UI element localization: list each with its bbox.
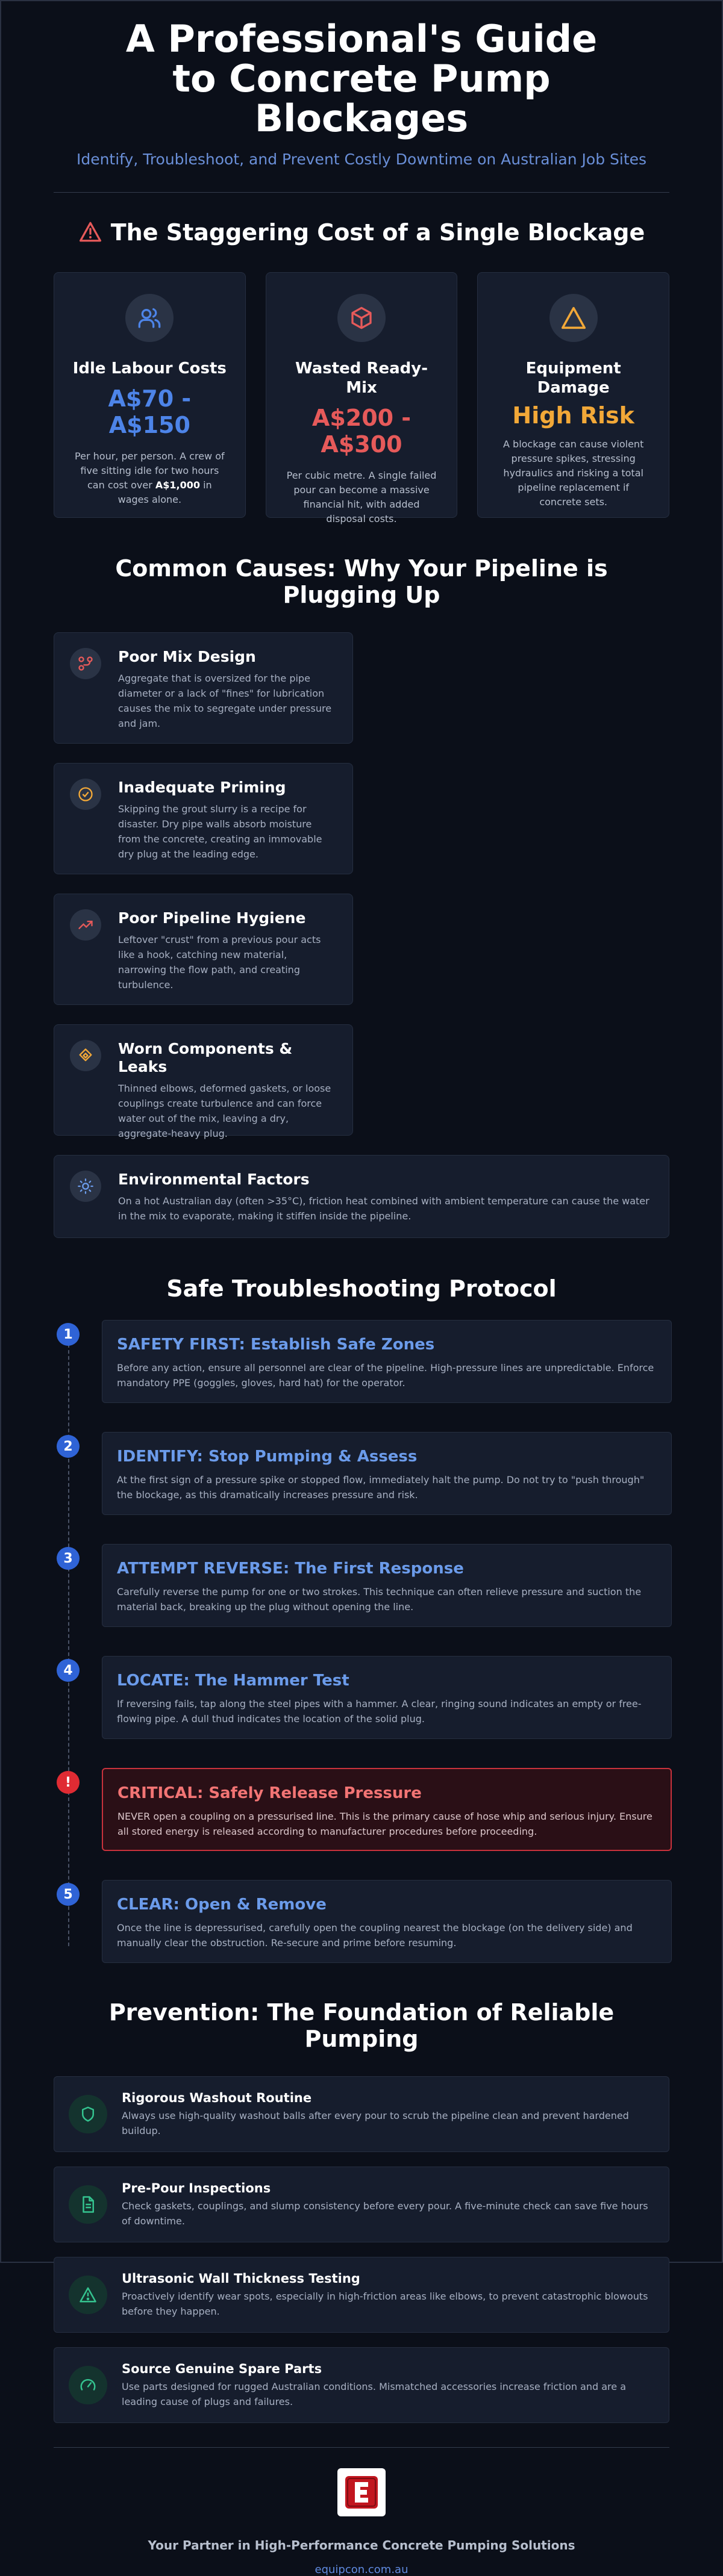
protocol-step [54, 1320, 669, 1432]
step-number: 5 [57, 1883, 80, 1906]
cost-card-equipment [477, 272, 669, 518]
step-number: 4 [57, 1659, 80, 1682]
step-number: 2 [57, 1435, 80, 1458]
cost-card-value: A$70 - A$150 [108, 385, 192, 438]
step-title: SAFETY FIRST: Establish Safe Zones [117, 1336, 435, 1354]
cost-card-value: A$200 - A$300 [311, 405, 412, 458]
document-icon [69, 2185, 107, 2224]
cost-card-desc: Per cubic metre. A single failed pour can become a massive financial hit, with added disposal costs. [286, 470, 437, 524]
footer [54, 2468, 669, 2576]
warning-icon [78, 221, 102, 248]
cause-desc: Skipping the grout slurry is a recipe for disaster. Dry pipe walls absorb moisture from the concrete, creating an immovable dry plug at the leading edge. [118, 803, 322, 860]
users-icon [125, 294, 174, 342]
step-title: IDENTIFY: Stop Pumping & Assess [117, 1448, 418, 1466]
protocol-step [54, 1880, 669, 1964]
cost-card-title: Equipment Damage [525, 359, 621, 397]
step-desc: If reversing fails, tap along the steel pipes with a hammer. A clear, ringing sound indicates an empty or free-flowing pipe. A dull thud indicates the location of the solid plug. [117, 1698, 642, 1725]
leak-icon [70, 1040, 101, 1071]
prevention-title: Rigorous Washout Routine [122, 2091, 312, 2105]
prevention-item [54, 2257, 669, 2333]
prevention-title: Source Genuine Spare Parts [122, 2362, 322, 2376]
step-number: 3 [57, 1547, 80, 1570]
alert-triangle-icon [69, 2276, 107, 2314]
prevention-desc: Check gaskets, couplings, and slump consistency before every pour. A five-minute check can save five hours of downtime. [122, 2200, 648, 2227]
header [54, 1, 669, 168]
page-title: A Professional's Guide to Concrete Pump Blockages [125, 17, 598, 140]
protocol-timeline [54, 1320, 669, 1964]
cube-icon [337, 294, 386, 342]
pipe-hygiene-icon [70, 909, 101, 941]
causes-section [54, 555, 669, 1238]
divider [54, 192, 669, 193]
prevention-desc: Use parts designed for rugged Australian conditions. Mismatched accessories increase friction and are a leading cause of plugs and failures. [122, 2381, 626, 2407]
check-circle-icon [70, 779, 101, 810]
cost-card-labour [54, 272, 246, 518]
cost-title-text: The Staggering Cost of a Single Blockage [110, 219, 645, 246]
protocol-step [54, 1432, 669, 1544]
cost-card-title: Idle Labour Costs [72, 359, 227, 378]
cause-card [54, 763, 353, 874]
cost-card-desc: Per hour, per person. A crew of five sitting idle for two hours can cost over A$1,000 in wages alone. [75, 450, 225, 505]
sun-icon [70, 1171, 101, 1202]
footer-link[interactable]: equipcon.com.au [315, 2563, 408, 2576]
protocol-section [54, 1275, 669, 1964]
step-number: 1 [57, 1323, 80, 1346]
cause-desc: Thinned elbows, deformed gaskets, or loose couplings create turbulence and can force water out of the mix, leaving a dry, aggregate-heavy plug. [118, 1083, 331, 1139]
cause-card [54, 1155, 669, 1238]
footer-tagline: Your Partner in High-Performance Concrete Pumping Solutions [148, 2538, 575, 2553]
shield-icon [69, 2095, 107, 2133]
prevention-item [54, 2347, 669, 2423]
divider [54, 2447, 669, 2448]
step-desc: Carefully reverse the pump for one or two strokes. This technique can often relieve pressure and suction the material back, breaking up the plug without opening the line. [117, 1586, 642, 1613]
step-title: ATTEMPT REVERSE: The First Response [117, 1560, 464, 1578]
prevention-section-title: Prevention: The Foundation of Reliable Pumping [108, 1999, 615, 2052]
cause-title: Poor Pipeline Hygiene [118, 909, 306, 927]
protocol-step-critical [54, 1768, 669, 1880]
step-desc: NEVER open a coupling on a pressurised line. This is the primary cause of hose whip and serious injury. Ensure all stored energy is released according to manufacturer procedures before proceeding. [117, 1811, 653, 1837]
protocol-step [54, 1656, 669, 1768]
prevention-title: Ultrasonic Wall Thickness Testing [122, 2271, 360, 2286]
cause-title: Inadequate Priming [118, 779, 286, 796]
cost-card-readymix [266, 272, 458, 524]
step-desc: At the first sign of a pressure spike or stopped flow, immediately halt the pump. Do not try to "push through" the blockage, as this dramatically increases pressure and risk. [117, 1474, 645, 1501]
gauge-icon [69, 2366, 107, 2404]
cause-desc: Leftover "crust" from a previous pour acts like a hook, catching new material, narrowing the flow path, and creating turbulence. [118, 934, 321, 991]
prevention-desc: Always use high-quality washout balls after every pour to scrub the pipeline clean and prevent hardened buildup. [122, 2110, 629, 2136]
step-desc: Before any action, ensure all personnel are clear of the pipeline. High-pressure lines are unpredictable. Enforce mandatory PPE (goggles, gloves, hard hat) for the operator. [117, 1362, 654, 1389]
page-subtitle: Identify, Troubleshoot, and Prevent Costly Downtime on Australian Job Sites [76, 151, 647, 168]
warning-icon [549, 294, 598, 342]
cause-desc: Aggregate that is oversized for the pipe diameter or a lack of "fines" for lubrication causes the mix to segregate under pressure and jam. [118, 673, 332, 729]
company-logo [337, 2468, 386, 2516]
cause-desc: On a hot Australian day (often >35°C), friction heat combined with ambient temperature can cause the water in the mix to evaporate, making it stiffen inside the pipeline. [118, 1195, 649, 1222]
cost-section [54, 219, 669, 524]
cost-card-title: Wasted Ready-Mix [295, 359, 428, 397]
prevention-desc: Proactively identify wear spots, especially in high-friction areas like elbows, to prevent catastrophic blowouts before they happen. [122, 2291, 648, 2317]
step-title: CRITICAL: Safely Release Pressure [117, 1784, 422, 1802]
step-title: LOCATE: The Hammer Test [117, 1672, 349, 1690]
cause-card [54, 1024, 353, 1139]
mix-icon [70, 648, 101, 679]
cause-title: Poor Mix Design [118, 648, 256, 665]
prevention-title: Pre-Pour Inspections [122, 2181, 271, 2195]
protocol-section-title: Safe Troubleshooting Protocol [166, 1275, 557, 1302]
step-desc: Once the line is depressurised, carefully open the coupling nearest the blockage (on the delivery side) and manually clear the obstruction. Re-secure and prime before resuming. [117, 1922, 633, 1949]
cost-section-title [54, 219, 669, 248]
cause-card [54, 632, 353, 744]
protocol-step [54, 1544, 669, 1656]
prevention-item [54, 2167, 669, 2242]
cost-card-value: High Risk [512, 402, 634, 429]
cause-card [54, 894, 353, 1005]
cause-title: Environmental Factors [118, 1171, 310, 1188]
step-title: CLEAR: Open & Remove [117, 1896, 327, 1914]
step-alert-badge: ! [57, 1771, 80, 1794]
prevention-section [54, 1999, 669, 2423]
prevention-item [54, 2076, 669, 2152]
cost-card-desc: A blockage can cause violent pressure spikes, stressing hydraulics and risking a total pipeline replacement if concrete sets. [503, 438, 644, 508]
causes-section-title: Common Causes: Why Your Pipeline is Plugging Up [115, 555, 608, 608]
cause-title: Worn Components & Leaks [118, 1040, 293, 1075]
